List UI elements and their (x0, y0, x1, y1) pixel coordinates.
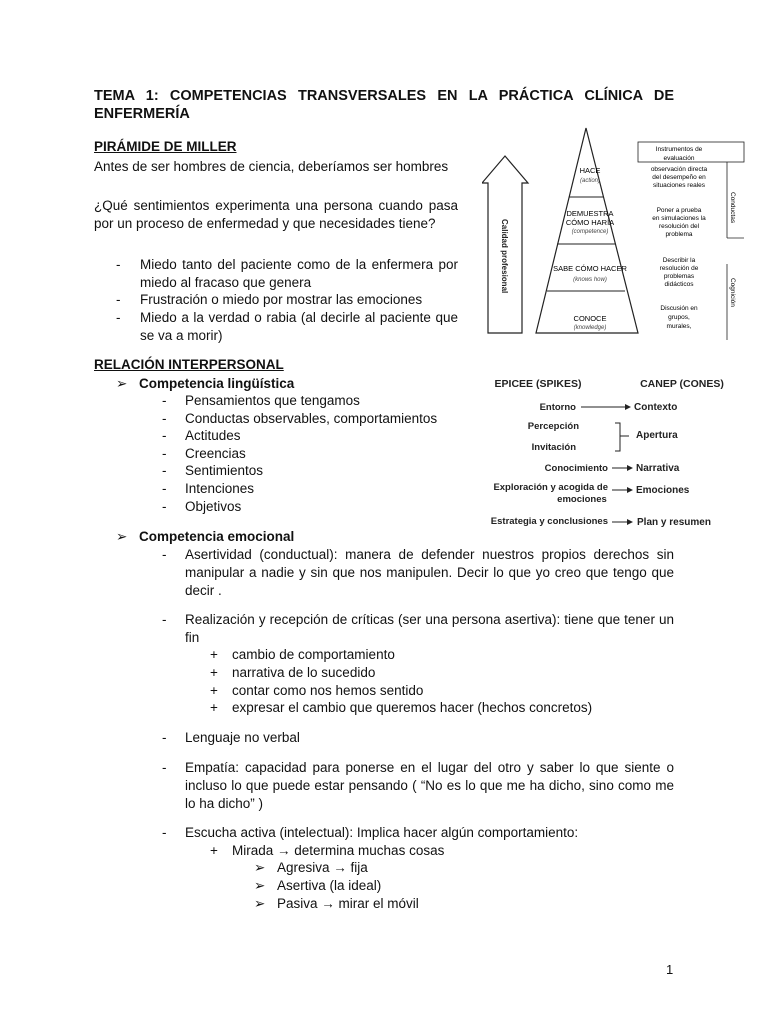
box-title: evaluación (663, 155, 695, 162)
instrument-line: didácticos (664, 281, 694, 288)
dash-marker: - (162, 446, 167, 461)
page-title: TEMA 1: COMPETENCIAS TRANSVERSALES EN LA PRÁCTICA CLÍNICA DE ENFERMERÍA (94, 88, 674, 122)
instrument-line: murales, (666, 323, 692, 330)
list-item-text: Escucha activa (intelectual): Implica hacer algún comportamiento: (185, 825, 579, 840)
dash-marker: - (162, 730, 167, 745)
list-item-text: Lenguaje no verbal (185, 730, 300, 745)
level-name: CONOCE (573, 314, 607, 323)
plus-marker: + (210, 843, 218, 858)
instrument-line: observación directa (650, 166, 708, 173)
plus-marker: + (210, 647, 218, 662)
level-name-line2: CÓMO HARÍA (565, 218, 615, 227)
spikes-step: Estrategia y conclusiones (490, 516, 608, 527)
cones-step: Narrativa (636, 463, 680, 474)
arrow-bullet-icon: ➢ (254, 860, 266, 875)
cones-step: Emociones (636, 485, 690, 496)
list-item-text: Conductas observables, comportamientos (185, 411, 438, 426)
list-item-text: cambio de comportamiento (232, 647, 395, 662)
competence-label: Competencia emocional (139, 529, 295, 544)
miller-intro-1: Antes de ser hombres de ciencia, deberíamos ser hombres (94, 159, 449, 174)
list-item-text: Mirada → determina muchas cosas (232, 843, 445, 858)
plus-marker: + (210, 683, 218, 698)
dash-marker: - (162, 428, 167, 443)
dash-marker: - (116, 257, 121, 272)
page-number: 1 (666, 962, 674, 977)
miller-item-text: Miedo a la verdad o rabia (al decirle al paciente que se va a morir) (140, 310, 458, 343)
level-name: SABE CÓMO HACER (553, 264, 627, 273)
instrument-line: Discusión en (660, 305, 698, 312)
axis-label: Calidad profesional (500, 219, 509, 294)
instrument-line: grupos, (668, 314, 690, 321)
list-item-text: Objetivos (185, 499, 242, 514)
level-name: HACE (579, 166, 601, 175)
spikes-header: EPICEE (SPIKES) (494, 378, 582, 390)
instruments-list (651, 166, 708, 330)
instrument-line: situaciones reales (652, 182, 706, 189)
miller-item-text: Miedo tanto del paciente como de la enfermera por miedo al fracaso que genera (140, 257, 458, 290)
level-sub: (knowledge) (573, 325, 607, 331)
level-sub: (knows how) (573, 277, 607, 283)
spikes-step: Entorno (539, 402, 576, 413)
cones-step: Contexto (634, 402, 678, 413)
instrument-line: Poner a prueba (656, 207, 702, 214)
list-item-text: Pasiva → mirar el móvil (277, 896, 419, 911)
spikes-step: Exploración y acogida de (493, 482, 608, 493)
level-name-line1: DEMUESTRA (566, 209, 614, 218)
instrument-line: problema (665, 231, 693, 238)
list-item-text: Pensamientos que tengamos (185, 393, 360, 408)
cones-header: CANEP (CONES) (640, 378, 724, 390)
dash-marker: - (162, 760, 167, 775)
brace-icon (615, 423, 629, 451)
instrument-line: resolución del (658, 223, 700, 230)
dash-marker: - (162, 825, 167, 840)
plus-marker: + (210, 665, 218, 680)
spikes-cones-figure (484, 372, 732, 532)
dash-marker: - (162, 612, 167, 627)
list-item-text: Realización y recepción de críticas (ser una persona asertiva): tiene que tener un fin (185, 612, 674, 645)
instrument-line: del desempeño en (652, 174, 706, 181)
instrument-line: Describir la (662, 257, 696, 264)
spikes-step-line2: emociones (557, 494, 607, 505)
list-item-text: Agresiva → fija (277, 860, 368, 875)
arrow-bullet-icon: ➢ (254, 878, 266, 893)
miller-heading: PIRÁMIDE DE MILLER (94, 139, 237, 154)
miller-item-text: Frustración o miedo por mostrar las emociones (140, 292, 423, 307)
cones-step: Plan y resumen (637, 517, 711, 528)
list-item-text: Actitudes (185, 428, 241, 443)
list-item-text: Sentimientos (185, 463, 264, 478)
list-item-text: Intenciones (185, 481, 255, 496)
arrow-bullet-icon: ➢ (116, 529, 128, 544)
dash-marker: - (162, 499, 167, 514)
relacion-heading: RELACIÓN INTERPERSONAL (94, 357, 284, 372)
arrow-bullet-icon: ➢ (254, 896, 266, 911)
spikes-step: Invitación (531, 442, 576, 453)
dash-marker: - (116, 310, 121, 325)
box-title: Instrumentos de (655, 146, 703, 153)
cones-step: Apertura (636, 430, 678, 441)
spikes-step: Percepción (527, 421, 579, 432)
dash-marker: - (162, 411, 167, 426)
plus-marker: + (210, 700, 218, 715)
competence-label: Competencia lingüística (139, 376, 295, 391)
spikes-step: Conocimiento (544, 463, 608, 474)
dash-marker: - (162, 481, 167, 496)
level-sub: (competence) (571, 229, 609, 235)
miller-intro-2: ¿Qué sentimientos experimenta una persona cuando pasa por un proceso de enfermedad y que necesidades tiene? (94, 198, 458, 231)
list-item-text: narrativa de lo sucedido (232, 665, 376, 680)
level-sub: (action) (579, 178, 601, 184)
side-label: Conductas (729, 192, 736, 224)
instrument-line: resolución de (659, 265, 699, 272)
list-item-text: Asertividad (conductual): manera de defender nuestros propios derechos sin manipular a nadie y sin que nos manipulen. Decir lo que yo creo que tengo que decir . (185, 547, 674, 598)
instrument-line: problemas (663, 273, 695, 280)
list-item-text: contar como nos hemos sentido (232, 683, 424, 698)
instrument-line: en simulaciones la (652, 215, 706, 222)
arrow-bullet-icon: ➢ (116, 376, 128, 391)
list-item-text: Creencias (185, 446, 246, 461)
side-label: Cognición (729, 278, 736, 307)
dash-marker: - (162, 463, 167, 478)
list-item-text: Empatía: capacidad para ponerse en el lugar del otro y saber lo que siente o incluso lo que puede estar pensando ( “No es lo que me ha dicho, sino como me lo ha dicho” ) (185, 760, 674, 811)
dash-marker: - (162, 393, 167, 408)
list-item-text: expresar el cambio que queremos hacer (hechos concretos) (232, 700, 593, 715)
dash-marker: - (162, 547, 167, 562)
dash-marker: - (116, 292, 121, 307)
list-item-text: Asertiva (la ideal) (277, 878, 382, 893)
miller-pyramid-figure (482, 126, 748, 344)
